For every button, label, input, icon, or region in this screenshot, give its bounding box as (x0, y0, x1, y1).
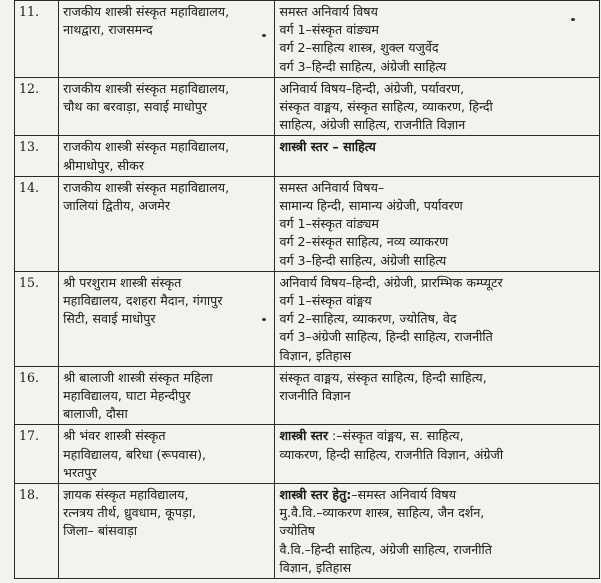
college-name-line: चौथ का बरवाड़ा, सवाई माधोपुर (63, 99, 208, 115)
subjects-cell (275, 1, 600, 78)
subject-line: सामान्य हिन्दी, सामान्य अंग्रेजी, पर्यावरण (279, 198, 463, 214)
college-name-cell (59, 1, 275, 78)
college-name-line: रत्नत्रय तीर्थ, ध्रुवधाम, कूपड़ा, (63, 505, 196, 521)
subject-line: साहित्य, अंग्रेजी साहित्य, राजनीति विज्ञान (279, 117, 466, 133)
college-name-line: महाविद्यालय, घाटा मेहन्दीपुर (63, 388, 191, 404)
college-name-line: राजकीय शास्त्री संस्कृत महाविद्यालय, (63, 139, 230, 155)
subject-line: वर्ग 1–संस्कृत वांङ्यम (279, 216, 379, 232)
college-name-cell (59, 366, 275, 425)
subject-line: राजनीति विज्ञान (279, 388, 351, 404)
serial-number: 14. (15, 176, 59, 271)
subject-line: व्याकरण, हिन्दी साहित्य, राजनीति विज्ञान, अंग्रेजी (279, 446, 504, 462)
college-name-line: ज्ञायक संस्कृत महाविद्यालय, (63, 487, 189, 503)
serial-number: 18. (15, 484, 59, 579)
college-name-line: भरतपुर (63, 464, 97, 480)
subject-line: मु.वै.वि.–व्याकरण शास्त्र, साहित्य, जैन दर्शन, (279, 505, 485, 521)
subject-line: शास्त्री स्तर – साहित्य (279, 139, 376, 155)
college-name-line: महाविद्यालय, बरिधा (रूपवास), (63, 446, 207, 462)
serial-number: 11. (15, 1, 59, 78)
college-name-line: राजकीय शास्त्री संस्कृत महाविद्यालय, (63, 80, 230, 96)
serial-number: 15. (15, 271, 59, 366)
college-name-line: सिटी, सवाई माधोपुर (63, 311, 156, 327)
subject-line: वर्ग 1–संस्कृत वांङ्यम (279, 22, 379, 38)
table-row (15, 484, 600, 579)
subject-line (279, 427, 595, 445)
scan-speck (262, 34, 266, 37)
scan-speck (571, 18, 575, 21)
college-name-line: नाथद्वारा, राजसमन्द (63, 22, 153, 38)
serial-number: 17. (15, 425, 59, 484)
college-name-line: राजकीय शास्त्री संस्कृत महाविद्यालय, (63, 179, 230, 195)
subjects-cell (275, 136, 600, 176)
table-row (15, 425, 600, 484)
serial-number: 13. (15, 136, 59, 176)
subject-line: वर्ग 2–साहित्य शास्त्र, शुक्ल यजुर्वेद (279, 40, 439, 56)
college-name-line: बालाजी, दौसा (63, 406, 128, 422)
subject-line: संस्कृत वाङ्मय, संस्कृत साहित्य, व्याकरण, हिन्दी (279, 99, 493, 115)
college-name-cell (59, 136, 275, 176)
subject-line: विज्ञान, इतिहास (279, 559, 352, 575)
subject-line: संस्कृत वाङ्मय, संस्कृत साहित्य, हिन्दी साहित्य, (279, 369, 487, 385)
subject-line-rest: –समस्त अनिवार्य विषय (351, 487, 457, 503)
subject-line (279, 486, 595, 504)
college-name-line: जिला– बांसवाड़ा (63, 523, 138, 539)
subject-line: समस्त अनिवार्य विषय (279, 4, 378, 19)
subject-line: वर्ग 2–संस्कृत साहित्य, नव्य व्याकरण (279, 234, 449, 250)
subject-line: वर्ग 3–अंग्रेजी साहित्य, हिन्दी साहित्य, राजनीति (279, 329, 493, 345)
college-name-line: श्री परशुराम शास्त्री संस्कृत (63, 274, 182, 290)
subject-level-label: शास्त्री स्तर (279, 428, 329, 444)
subject-line: अनिवार्य विषय–हिन्दी, अंग्रेजी, पर्यावरण, (279, 80, 465, 96)
subject-line: वर्ग 2–साहित्य, व्याकरण, ज्योतिष, वेद (279, 311, 457, 327)
subjects-cell (275, 271, 600, 366)
subjects-cell (275, 176, 600, 271)
subject-line: वर्ग 3–हिन्दी साहित्य, अंग्रेजी साहित्य (279, 252, 447, 268)
college-subject-table (14, 0, 600, 579)
serial-number: 16. (15, 366, 59, 425)
college-name-cell (59, 176, 275, 271)
subject-level-label: शास्त्री स्तर हेतु: (279, 487, 352, 503)
subjects-cell (275, 425, 600, 484)
college-name-line: श्रीमाधोपुर, सीकर (63, 157, 144, 173)
college-name-cell (59, 77, 275, 136)
subject-line: अनिवार्य विषय–हिन्दी, अंग्रेजी, प्रारम्भिक कम्प्यूटर (279, 274, 503, 290)
table-row (15, 366, 600, 425)
table-row (15, 136, 600, 176)
subjects-cell (275, 77, 600, 136)
college-name-line: राजकीय शास्त्री संस्कृत महाविद्यालय, (63, 4, 230, 19)
subject-line: ज्योतिष (279, 523, 315, 539)
table-row (15, 1, 600, 78)
college-name-cell (59, 425, 275, 484)
subject-line: वर्ग 1–संस्कृत वांङ्मय (279, 293, 372, 309)
table-row (15, 271, 600, 366)
college-name-line: जालियां द्वितीय, अजमेर (63, 198, 170, 214)
college-name-cell (59, 484, 275, 579)
serial-number: 12. (15, 77, 59, 136)
table-row (15, 176, 600, 271)
college-name-cell (59, 271, 275, 366)
scan-speck (262, 318, 266, 321)
college-name-line: श्री बालाजी शास्त्री संस्कृत महिला (63, 369, 213, 385)
subject-line-rest: :–संस्कृत वांङ्मय, स. साहित्य, (328, 428, 464, 444)
subject-line: वर्ग 3–हिन्दी साहित्य, अंग्रेजी साहित्य (279, 58, 447, 74)
table-row (15, 77, 600, 136)
subjects-cell (275, 484, 600, 579)
subject-line: विज्ञान, इतिहास (279, 347, 352, 363)
subject-line: समस्त अनिवार्य विषय– (279, 179, 385, 195)
college-name-line: महाविद्यालय, दशहरा मैदान, गंगापुर (63, 293, 223, 309)
subject-line: वै.वि.–हिन्दी साहित्य, अंग्रेजी साहित्य, राजनीति (279, 541, 492, 557)
table-body (15, 1, 600, 579)
subjects-cell (275, 366, 600, 425)
college-name-line: श्री भंवर शास्त्री संस्कृत (63, 428, 166, 444)
